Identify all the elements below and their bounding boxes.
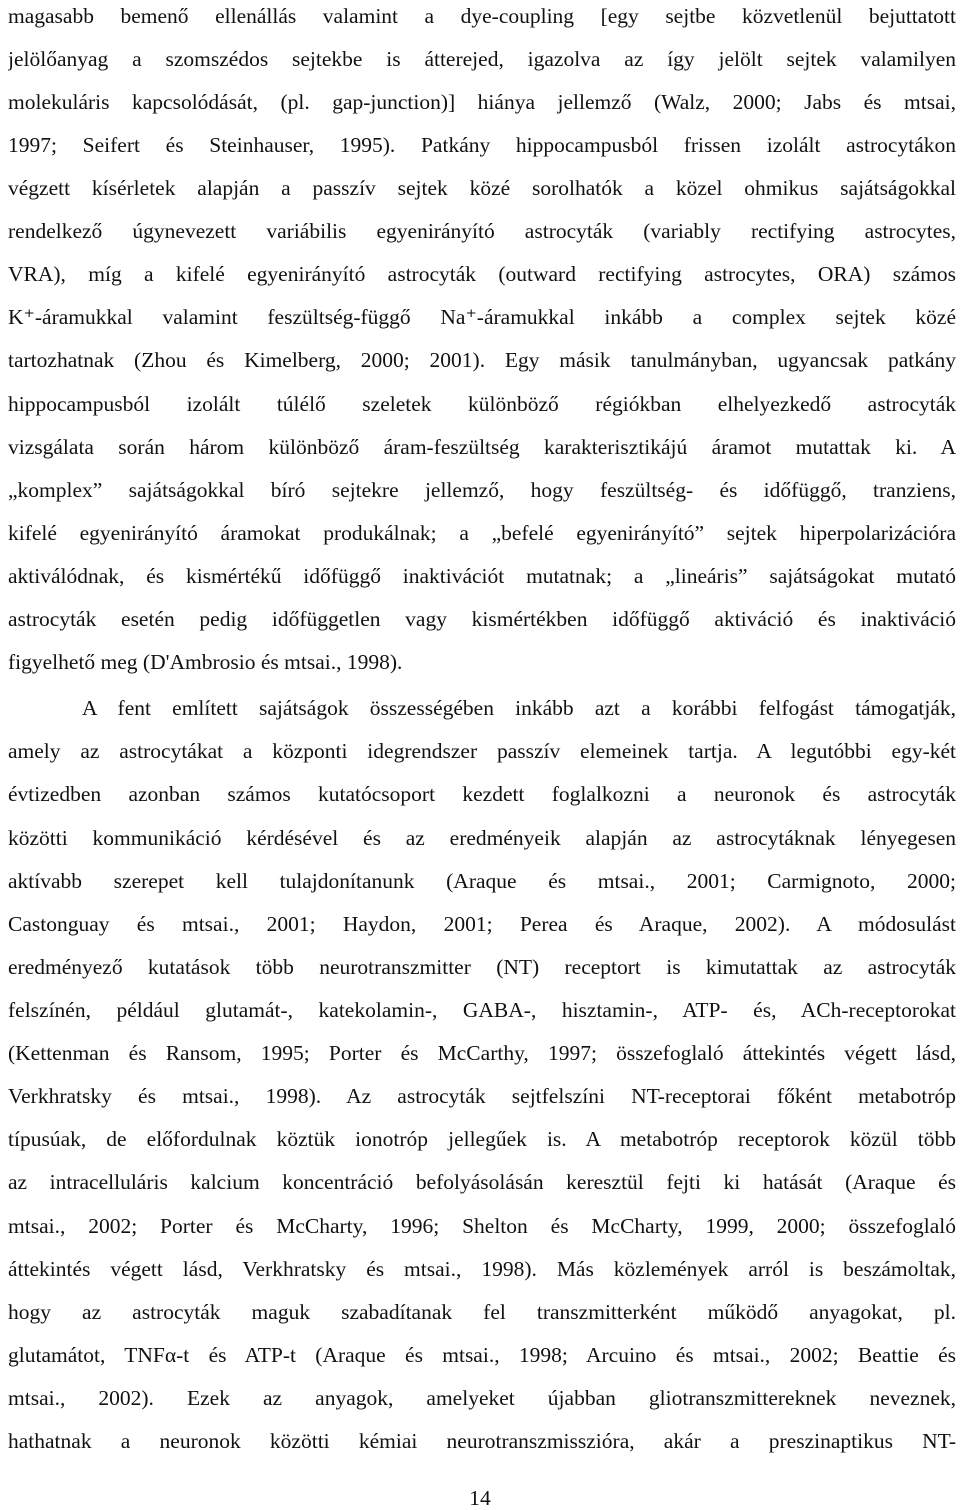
text-line: Castonguay és mtsai., 2001; Haydon, 2001; Perea és Araque, 2002). A módosulást [8, 912, 956, 936]
text-line: hathatnak a neuronok közötti kémiai neurotranszmisszióra, akár a preszinaptikus NT- [8, 1429, 956, 1453]
text-line: eredményező kutatások több neurotranszmitter (NT) receptort is kimutattak az astrocyták [8, 955, 956, 979]
text-line: mtsai., 2002). Ezek az anyagok, amelyeket újabban gliotranszmittereknek neveznek, [8, 1386, 956, 1410]
text-line: típusúak, de előfordulnak köztük ionotróp jellegűek is. A metabotróp receptorok közül több [8, 1127, 956, 1151]
text-line: amely az astrocytákat a központi idegrendszer passzív elemeinek tartja. A legutóbbi egy-két [8, 739, 956, 763]
text-line: VRA), míg a kifelé egyenirányító astrocyták (outward rectifying astrocytes, ORA) számos [8, 262, 956, 286]
text-line: jelölőanyag a szomszédos sejtekbe is átterejed, igazolva az így jelölt sejtek valamilyen [8, 47, 956, 71]
text-line: végzett kísérletek alapján a passzív sejtek közé sorolhatók a közel ohmikus sajátságokkal [8, 176, 956, 200]
paragraph-first-line: A fent említett sajátságok összességében inkább azt a korábbi felfogást támogatják, [82, 696, 956, 720]
text-line: glutamátot, TNFα-t és ATP-t (Araque és mtsai., 1998; Arcuino és mtsai., 2002; Beattie és [8, 1343, 956, 1367]
text-line: K⁺-áramukkal valamint feszültség-függő Na⁺-áramukkal inkább a complex sejtek közé [8, 305, 956, 329]
text-line: aktívabb szerepet kell tulajdonítanunk (Araque és mtsai., 2001; Carmignoto, 2000; [8, 869, 956, 893]
text-line: molekuláris kapcsolódását, (pl. gap-junction)] hiánya jellemző (Walz, 2000; Jabs és mtsai, [8, 90, 956, 114]
text-line: felszínén, például glutamát-, katekolamin-, GABA-, hisztamin-, ATP- és, ACh-receptorokat [8, 998, 956, 1022]
text-line: rendelkező úgynevezett variábilis egyenirányító astrocyták (variably rectifying astrocytes, [8, 219, 956, 243]
text-line: „komplex” sajátságokkal bíró sejtekre jellemző, hogy feszültség- és időfüggő, tranziens, [8, 478, 956, 502]
text-line: hippocampusból izolált túlélő szeletek különböző régiókban elhelyezkedő astrocyták [8, 392, 956, 416]
text-line: Verkhratsky és mtsai., 1998). Az astrocyták sejtfelszíni NT-receptorai főként metabotróp [8, 1084, 956, 1108]
text-line: astrocyták esetén pedig időfüggetlen vagy kismértékben időfüggő aktiváció és inaktiváció [8, 607, 956, 631]
text-line: tartozhatnak (Zhou és Kimelberg, 2000; 2001). Egy másik tanulmányban, ugyancsak patkány [8, 348, 956, 372]
text-line: évtizedben azonban számos kutatócsoport kezdett foglalkozni a neuronok és astrocyták [8, 782, 956, 806]
text-line: 1997; Seifert és Steinhauser, 1995). Patkány hippocampusból frissen izolált astrocytákon [8, 133, 956, 157]
text-line: kifelé egyenirányító áramokat produkálnak; a „befelé egyenirányító” sejtek hiperpolarizációra [8, 521, 956, 545]
text-line: aktiválódnak, és kismértékű időfüggő inaktivációt mutatnak; a „lineáris” sajátságokat mutató [8, 564, 956, 588]
text-line: magasabb bemenő ellenállás valamint a dye-coupling [egy sejtbe közvetlenül bejuttatott [8, 4, 956, 28]
page-number: 14 [469, 1486, 491, 1510]
text-line: (Kettenman és Ransom, 1995; Porter és McCarthy, 1997; összefoglaló áttekintés végett lásd, [8, 1041, 956, 1065]
text-line: az intracelluláris kalcium koncentráció befolyásolásán keresztül fejti ki hatását (Araque és [8, 1170, 956, 1194]
text-line: hogy az astrocyták maguk szabadítanak fel transzmitterként működő anyagokat, pl. [8, 1300, 956, 1324]
text-line: áttekintés végett lásd, Verkhratsky és mtsai., 1998). Más közlemények arról is beszámoltak, [8, 1257, 956, 1281]
text-line: mtsai., 2002; Porter és McCharty, 1996; Shelton és McCharty, 1999, 2000; összefoglaló [8, 1214, 956, 1238]
text-line: vizsgálata során három különböző áram-feszültség karakterisztikájú áramot mutattak ki. A [8, 435, 956, 459]
text-line: közötti kommunikáció kérdésével és az eredményeik alapján az astrocytáknak lényegesen [8, 826, 956, 850]
text-line: figyelhető meg (D'Ambrosio és mtsai., 1998). [8, 650, 403, 674]
